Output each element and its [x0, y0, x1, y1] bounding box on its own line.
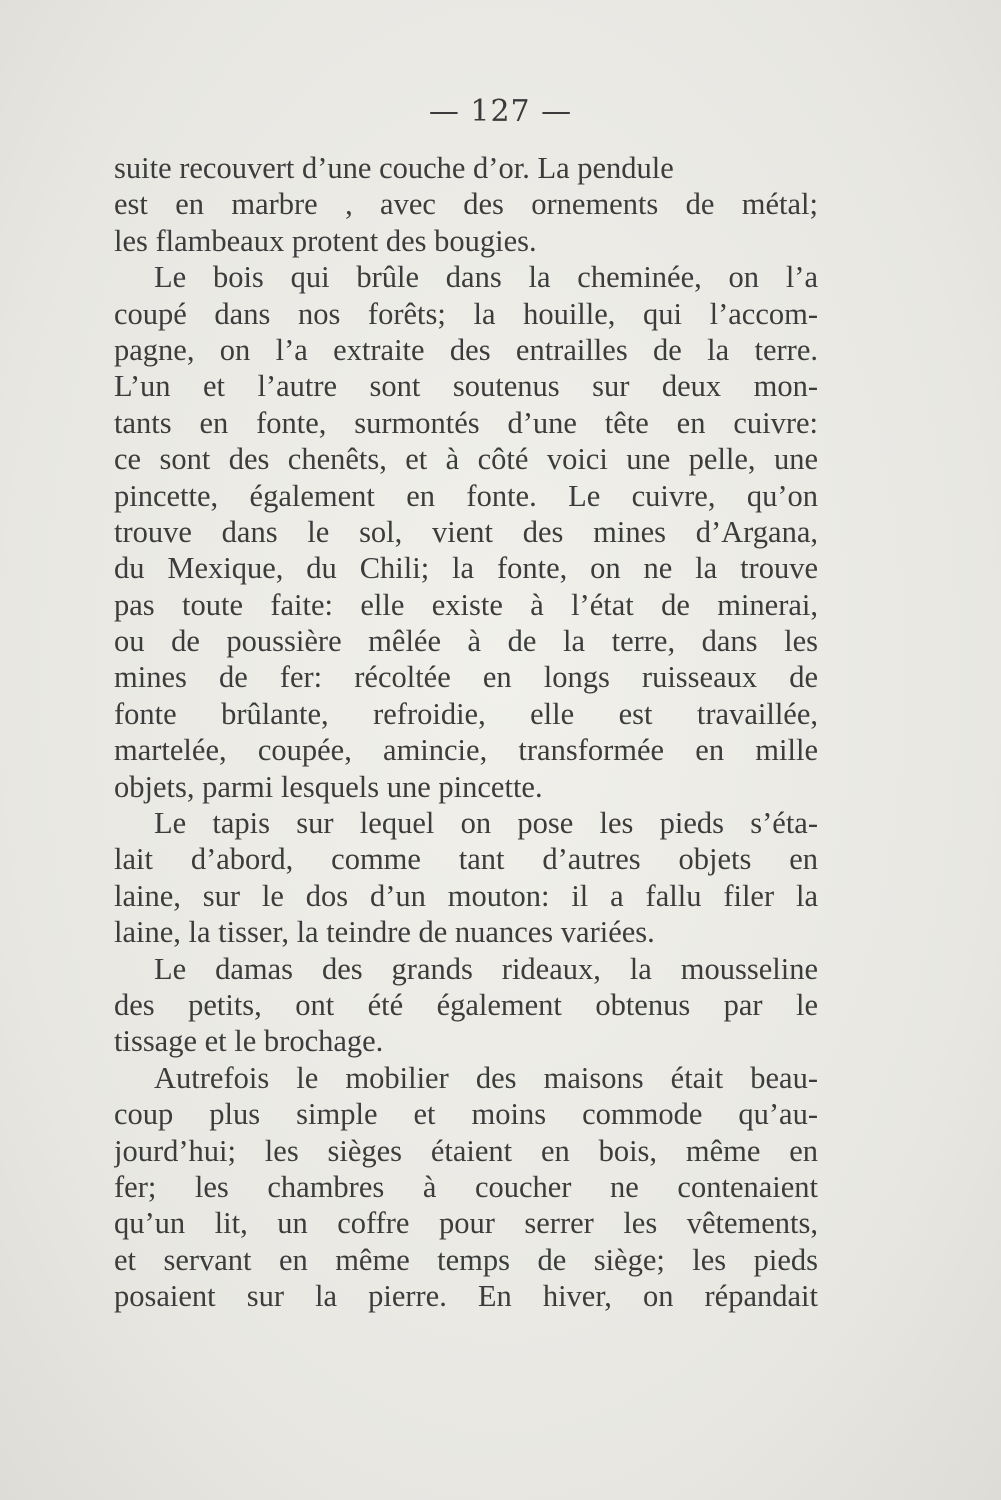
text-line: Le tapis sur lequel on pose les pieds s’éta-: [154, 806, 818, 841]
text-line: qu’un lit, un coffre pour serrer les vêtements,: [114, 1206, 818, 1241]
text-line: et servant en même temps de siège; les pieds: [114, 1242, 818, 1277]
text-line: coupé dans nos forêts; la houille, qui l’accom-: [114, 296, 818, 331]
text-line: coup plus simple et moins commode qu’au-: [114, 1097, 818, 1132]
text-line: tissage et le brochage.: [114, 1024, 384, 1059]
text-line: Autrefois le mobilier des maisons était beau-: [154, 1060, 818, 1095]
text-line: objets, parmi lesquels une pincette.: [114, 769, 543, 804]
text-line: posaient sur la pierre. En hiver, on répandait: [114, 1279, 818, 1314]
text-line: pas toute faite: elle existe à l’état de minerai,: [114, 587, 818, 622]
text-line: L’un et l’autre sont soutenus sur deux mon-: [114, 369, 818, 404]
text-line: pincette, également en fonte. Le cuivre, qu’on: [114, 478, 818, 513]
text-line: du Mexique, du Chili; la fonte, on ne la trouve: [114, 551, 818, 586]
text-line: ce sont des chenêts, et à côté voici une pelle, une: [114, 442, 818, 477]
text-line: suite recouvert d’une couche d’or. La pendule: [114, 151, 674, 185]
text-line: martelée, coupée, amincie, transformée en mille: [114, 733, 818, 768]
body-text: [114, 150, 818, 1315]
text-line: Le bois qui brûle dans la cheminée, on l’a: [154, 260, 818, 295]
text-line: fonte brûlante, refroidie, elle est travaillée,: [114, 696, 818, 731]
text-line: pagne, on l’a extraite des entrailles de la terre.: [114, 332, 818, 367]
text-line: est en marbre , avec des ornements de métal;: [114, 187, 818, 222]
text-line: les flambeaux protent des bougies.: [114, 223, 537, 258]
text-line: ou de poussière mêlée à de la terre, dans les: [114, 624, 818, 659]
text-line: des petits, ont été également obtenus par le: [114, 987, 818, 1022]
text-line: lait d’abord, comme tant d’autres objets en: [114, 842, 818, 877]
page-number: — 127 —: [428, 94, 573, 129]
text-line: trouve dans le sol, vient des mines d’Argana,: [114, 514, 818, 549]
text-line: Le damas des grands rideaux, la mousseline: [154, 951, 818, 986]
text-line: laine, sur le dos d’un mouton: il a fallu filer la: [114, 878, 818, 913]
text-line: tants en fonte, surmontés d’une tête en cuivre:: [114, 405, 818, 440]
text-line: laine, la tisser, la teindre de nuances variées.: [114, 915, 655, 950]
text-line: fer; les chambres à coucher ne contenaient: [114, 1169, 818, 1204]
text-line: mines de fer: récoltée en longs ruisseaux de: [114, 660, 818, 695]
text-line: jourd’hui; les sièges étaient en bois, même en: [114, 1133, 818, 1168]
